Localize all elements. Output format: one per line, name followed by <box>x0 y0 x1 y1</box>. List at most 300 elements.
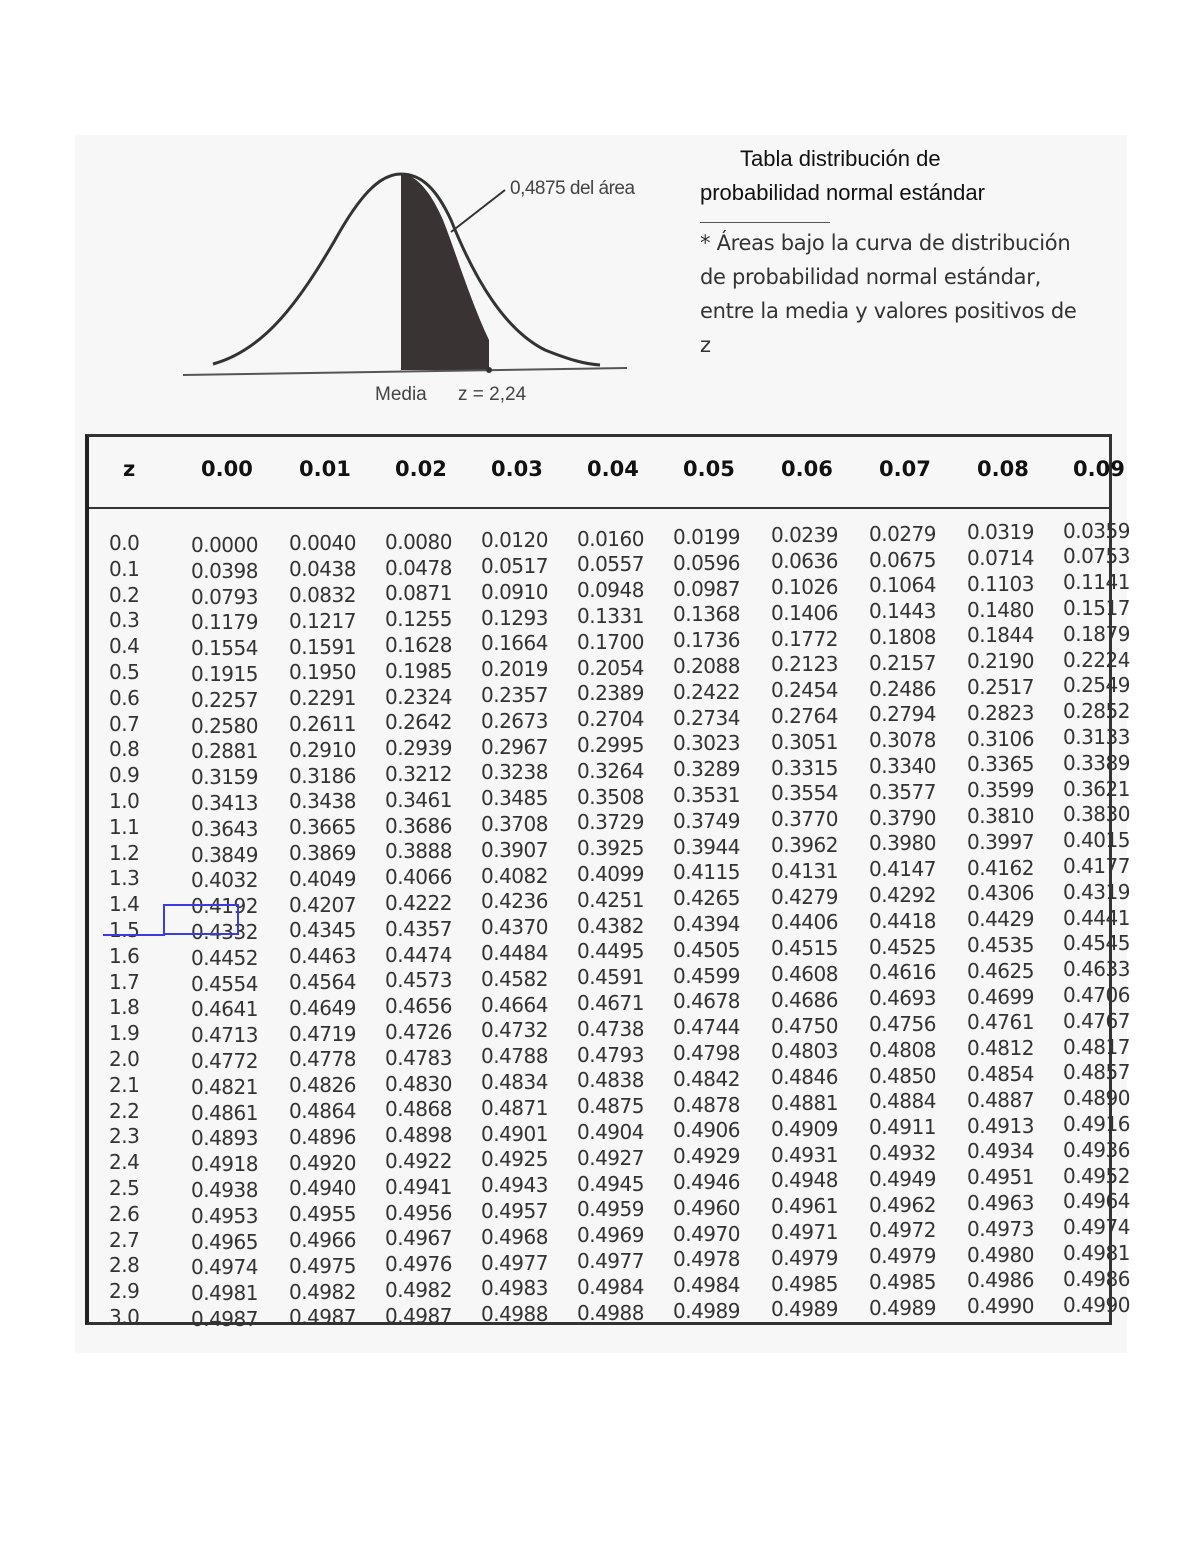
row-z-label: 0.4 <box>109 634 140 659</box>
table-cell: 0.4251 <box>577 887 644 912</box>
table-cell: 0.4968 <box>481 1224 548 1249</box>
row-z-label: 1.5 <box>109 918 140 942</box>
table-cell: 0.3997 <box>967 829 1034 854</box>
table-cell: 0.1406 <box>771 600 838 625</box>
table-cell: 0.2823 <box>967 700 1034 725</box>
table-cell: 0.0199 <box>673 525 740 549</box>
table-cell: 0.1700 <box>577 629 644 654</box>
row-z-label: 2.3 <box>109 1124 140 1149</box>
table-cell: 0.4177 <box>1063 854 1130 878</box>
row-z-label: 0.9 <box>109 763 140 788</box>
table-cell: 0.4834 <box>481 1070 548 1094</box>
table-cell: 0.3729 <box>577 810 644 835</box>
table-cell: 0.2642 <box>385 710 452 735</box>
table-cell: 0.4162 <box>967 855 1034 880</box>
table-cell: 0.4984 <box>577 1274 644 1299</box>
table-cell: 0.2054 <box>577 655 644 680</box>
table-cell: 0.4887 <box>967 1087 1034 1112</box>
table-cell: 0.4812 <box>967 1036 1034 1061</box>
table-cell: 0.4980 <box>967 1242 1034 1267</box>
table-cell: 0.4929 <box>673 1144 740 1169</box>
table-cell: 0.2549 <box>1063 673 1130 698</box>
table-cell: 0.2673 <box>481 708 548 733</box>
table-cell: 0.0239 <box>771 523 838 548</box>
table-cell: 0.1736 <box>673 628 740 653</box>
table-cell: 0.4987 <box>191 1307 258 1331</box>
table-cell: 0.4990 <box>967 1294 1034 1319</box>
table-cell: 0.4911 <box>869 1115 936 1140</box>
table-cell: 0.4963 <box>967 1191 1034 1215</box>
row-z-label: 1.6 <box>109 943 140 968</box>
table-cell: 0.3186 <box>289 763 356 788</box>
table-cell: 0.3749 <box>673 808 740 833</box>
table-cell: 0.3849 <box>191 842 258 867</box>
table-cell: 0.4699 <box>967 984 1034 1009</box>
table-cell: 0.3554 <box>771 781 838 806</box>
table-cell: 0.4881 <box>771 1091 838 1115</box>
table-cell: 0.4147 <box>869 857 936 882</box>
header-col-0.04: 0.04 <box>587 457 639 481</box>
table-cell: 0.4868 <box>385 1097 452 1122</box>
table-cell: 0.2019 <box>481 657 548 682</box>
table-cell: 0.4649 <box>289 995 356 1020</box>
table-cell: 0.4955 <box>289 1202 356 1227</box>
table-cell: 0.2422 <box>673 679 740 704</box>
table-cell: 0.4846 <box>771 1065 838 1090</box>
table-cell: 0.3212 <box>385 762 452 786</box>
table-cell: 0.1217 <box>289 608 356 633</box>
table-cell: 0.4878 <box>673 1092 740 1117</box>
table-cell: 0.4938 <box>191 1178 258 1202</box>
table-cell: 0.2357 <box>481 683 548 707</box>
table-cell: 0.4940 <box>289 1176 356 1201</box>
table-cell: 0.1293 <box>481 605 548 630</box>
row-z-label: 1.2 <box>109 840 140 865</box>
table-cell: 0.3106 <box>967 726 1034 751</box>
table-description: * Áreas bajo la curva de distribución de probabilidad normal estándar, entre la media y valores positivos de z <box>700 231 1077 357</box>
table-cell: 0.4406 <box>771 910 838 935</box>
row-z-label: 2.5 <box>109 1176 140 1200</box>
table-cell: 0.4664 <box>481 992 548 1017</box>
table-cell: 0.4931 <box>771 1142 838 1167</box>
table-cell: 0.3925 <box>577 836 644 861</box>
table-cell: 0.3665 <box>289 815 356 840</box>
table-cell: 0.4332 <box>191 920 258 944</box>
header-col-0.02: 0.02 <box>395 457 447 481</box>
table-cell: 0.4909 <box>771 1116 838 1141</box>
table-cell: 0.4978 <box>673 1247 740 1272</box>
table-cell: 0.2454 <box>771 678 838 703</box>
row-z-label: 1.3 <box>109 866 140 891</box>
table-cell: 0.1628 <box>385 633 452 657</box>
table-cell: 0.4656 <box>385 994 452 1019</box>
table-header-row <box>89 437 1125 509</box>
table-cell: 0.4382 <box>577 913 644 938</box>
table-cell: 0.4599 <box>673 963 740 988</box>
title-line-2: probabilidad normal estándar <box>700 180 985 205</box>
table-cell: 0.4616 <box>869 960 936 985</box>
table-cell: 0.4983 <box>481 1276 548 1301</box>
table-cell: 0.0753 <box>1063 544 1130 569</box>
header-col-0.05: 0.05 <box>683 457 735 481</box>
header-col-0.09: 0.09 <box>1073 457 1125 481</box>
table-cell: 0.0987 <box>673 576 740 601</box>
table-cell: 0.0359 <box>1063 518 1130 543</box>
table-cell: 0.4871 <box>481 1095 548 1120</box>
table-cell: 0.1985 <box>385 658 452 683</box>
table-cell: 0.4970 <box>673 1221 740 1246</box>
table-cell: 0.1026 <box>771 575 838 599</box>
table-cell: 0.4452 <box>191 945 258 970</box>
table-cell: 0.4985 <box>771 1271 838 1296</box>
table-cell: 0.4515 <box>771 936 838 961</box>
table-cell: 0.3708 <box>481 812 548 836</box>
table-cell: 0.4975 <box>289 1253 356 1278</box>
table-cell: 0.0871 <box>385 581 452 606</box>
header-col-0.06: 0.06 <box>781 457 833 481</box>
table-cell: 0.0714 <box>967 546 1034 570</box>
table-cell: 0.0910 <box>481 579 548 604</box>
table-cell: 0.2852 <box>1063 699 1130 724</box>
table-cell: 0.4936 <box>1063 1137 1130 1162</box>
table-cell: 0.4830 <box>385 1071 452 1096</box>
table-cell: 0.4474 <box>385 942 452 967</box>
table-cell: 0.0080 <box>385 529 452 554</box>
table-cell: 0.4949 <box>869 1166 936 1191</box>
table-cell: 0.4934 <box>967 1139 1034 1164</box>
row-z-label: 0.5 <box>109 660 140 684</box>
table-cell: 0.4850 <box>869 1063 936 1088</box>
table-cell: 0.4904 <box>577 1120 644 1144</box>
table-cell: 0.4744 <box>673 1015 740 1040</box>
row-z-label: 0.6 <box>109 685 140 710</box>
mean-label: Media <box>375 384 427 405</box>
table-cell: 0.2157 <box>869 650 936 675</box>
table-cell: 0.4966 <box>289 1228 356 1252</box>
table-cell: 0.4719 <box>289 1021 356 1046</box>
table-cell: 0.3643 <box>191 816 258 841</box>
table-cell: 0.4732 <box>481 1018 548 1043</box>
table-cell: 0.0040 <box>289 531 356 556</box>
table-cell: 0.4798 <box>673 1041 740 1065</box>
table-cell: 0.3944 <box>673 834 740 859</box>
table-cell: 0.4484 <box>481 941 548 965</box>
table-cell: 0.3599 <box>967 778 1034 803</box>
table-cell: 0.1591 <box>289 634 356 659</box>
row-z-label: 2.8 <box>109 1253 140 1278</box>
header-z: z <box>123 457 136 481</box>
table-cell: 0.3438 <box>289 789 356 814</box>
title-line-1: Tabla distribución de <box>740 146 941 171</box>
row-z-label: 1.7 <box>109 969 140 994</box>
table-cell: 0.2704 <box>577 707 644 732</box>
table-cell: 0.4985 <box>869 1270 936 1294</box>
table-cell: 0.4982 <box>385 1278 452 1302</box>
table-cell: 0.1141 <box>1063 570 1130 595</box>
table-cell: 0.4989 <box>869 1295 936 1320</box>
table-cell: 0.4738 <box>577 1016 644 1041</box>
table-cell: 0.4564 <box>289 970 356 994</box>
table-cell: 0.2611 <box>289 712 356 736</box>
table-cell: 0.3577 <box>869 779 936 804</box>
table-cell: 0.4783 <box>385 1045 452 1070</box>
table-cell: 0.2291 <box>289 686 356 711</box>
table-cell: 0.4686 <box>771 987 838 1012</box>
table-cell: 0.4857 <box>1063 1060 1130 1085</box>
table-cell: 0.4066 <box>385 865 452 890</box>
table-cell: 0.2764 <box>771 704 838 728</box>
table-cell: 0.4756 <box>869 1012 936 1036</box>
table-cell: 0.3315 <box>771 755 838 780</box>
z-table <box>85 434 1130 1331</box>
table-cell: 0.4761 <box>967 1010 1034 1035</box>
table-cell: 0.2995 <box>577 733 644 757</box>
table-cell: 0.0120 <box>481 528 548 553</box>
table-cell: 0.2517 <box>967 675 1034 699</box>
table-cell: 0.4960 <box>673 1195 740 1220</box>
table-cell: 0.2224 <box>1063 647 1130 672</box>
table-cell: 0.4015 <box>1063 828 1130 853</box>
table-cell: 0.3051 <box>771 729 838 754</box>
table-cell: 0.4974 <box>191 1255 258 1280</box>
table-cell: 0.4943 <box>481 1173 548 1198</box>
table-cell: 0.4951 <box>967 1165 1034 1190</box>
table-cell: 0.4394 <box>673 912 740 936</box>
table-cell: 0.4049 <box>289 866 356 891</box>
table-cell: 0.4838 <box>577 1068 644 1093</box>
table-cell: 0.3790 <box>869 805 936 830</box>
table-cell: 0.4582 <box>481 966 548 991</box>
table-cell: 0.4525 <box>869 934 936 959</box>
table-cell: 0.3830 <box>1063 802 1130 827</box>
table-cell: 0.4793 <box>577 1042 644 1067</box>
row-z-label: 0.1 <box>109 556 140 581</box>
table-cell: 0.4989 <box>673 1299 740 1323</box>
table-cell: 0.4693 <box>869 986 936 1011</box>
table-cell: 0.4772 <box>191 1049 258 1073</box>
table-cell: 0.3531 <box>673 783 740 807</box>
table-cell: 0.0675 <box>869 547 936 572</box>
table-cell: 0.4893 <box>191 1126 258 1151</box>
table-cell: 0.4986 <box>967 1268 1034 1293</box>
table-cell: 0.4977 <box>577 1249 644 1273</box>
table-cell: 0.4861 <box>191 1100 258 1125</box>
table-cell: 0.2190 <box>967 649 1034 674</box>
table-cell: 0.4545 <box>1063 931 1130 956</box>
table-cell: 0.4875 <box>577 1094 644 1119</box>
table-cell: 0.2794 <box>869 702 936 727</box>
table-cell: 0.2580 <box>191 713 258 738</box>
table-cell: 0.4920 <box>289 1150 356 1175</box>
table-cell: 0.2939 <box>385 736 452 761</box>
table-cell: 0.3365 <box>967 752 1034 777</box>
table-cell: 0.4817 <box>1063 1034 1130 1059</box>
table-cell: 0.1064 <box>869 573 936 598</box>
table-cell: 0.4984 <box>673 1273 740 1298</box>
table-cell: 0.4967 <box>385 1226 452 1251</box>
table-cell: 0.3810 <box>967 804 1034 828</box>
table-cell: 0.4099 <box>577 862 644 886</box>
table-cell: 0.4608 <box>771 962 838 986</box>
table-cell: 0.4948 <box>771 1168 838 1193</box>
table-cell: 0.4987 <box>289 1305 356 1330</box>
table-cell: 0.4890 <box>1063 1086 1130 1111</box>
table-cell: 0.0398 <box>191 558 258 583</box>
table-cell: 0.4854 <box>967 1062 1034 1086</box>
table-cell: 0.1179 <box>191 610 258 635</box>
table-cell: 0.4192 <box>191 894 258 919</box>
table-cell: 0.2910 <box>289 737 356 762</box>
table-cell: 0.1255 <box>385 607 452 632</box>
table-cell: 0.0000 <box>191 533 258 557</box>
table-cell: 0.4207 <box>289 892 356 917</box>
row-z-label: 1.1 <box>109 814 140 839</box>
table-cell: 0.4082 <box>481 863 548 888</box>
table-cell: 0.4357 <box>385 916 452 941</box>
table-cell: 0.4932 <box>869 1141 936 1165</box>
table-cell: 0.0160 <box>577 526 644 551</box>
table-cell: 0.3023 <box>673 731 740 756</box>
table-cell: 0.1368 <box>673 602 740 627</box>
highlighted-cell-box <box>163 904 239 935</box>
table-cell: 0.4952 <box>1063 1163 1130 1188</box>
row-z-label: 0.7 <box>109 711 140 736</box>
table-cell: 0.3686 <box>385 813 452 838</box>
table-cell: 0.4927 <box>577 1145 644 1170</box>
table-cell: 0.3888 <box>385 839 452 864</box>
table-cell: 0.3907 <box>481 837 548 862</box>
table-cell: 0.4463 <box>289 944 356 969</box>
table-cell: 0.0596 <box>673 550 740 575</box>
table-cell: 0.3389 <box>1063 750 1130 775</box>
table-cell: 0.4906 <box>673 1118 740 1143</box>
table-cell: 0.4972 <box>869 1218 936 1243</box>
table-cell: 0.4946 <box>673 1170 740 1194</box>
table-cell: 0.0478 <box>385 555 452 580</box>
row-z-label: 2.4 <box>109 1150 140 1175</box>
table-cell: 0.4842 <box>673 1066 740 1091</box>
table-cell: 0.0557 <box>577 552 644 577</box>
table-cell: 0.3340 <box>869 754 936 778</box>
table-cell: 0.4979 <box>869 1244 936 1269</box>
table-cell: 0.3508 <box>577 784 644 809</box>
row-z-label: 2.6 <box>109 1201 140 1226</box>
normal-curve-figure <box>175 160 645 410</box>
table-cell: 0.4292 <box>869 883 936 907</box>
table-cell: 0.0636 <box>771 549 838 574</box>
table-cell: 0.0279 <box>869 521 936 546</box>
row-z-label: 1.9 <box>109 1021 140 1046</box>
table-cell: 0.4969 <box>577 1223 644 1248</box>
row-z-label: 1.0 <box>109 789 140 813</box>
table-cell: 0.4495 <box>577 939 644 964</box>
table-cell: 0.2734 <box>673 705 740 730</box>
table-cell: 0.3264 <box>577 758 644 783</box>
table-cell: 0.4945 <box>577 1171 644 1196</box>
table-cell: 0.4976 <box>385 1252 452 1277</box>
table-cell: 0.4678 <box>673 989 740 1014</box>
z-value-label: z = 2,24 <box>458 384 527 405</box>
table-cell: 0.2088 <box>673 654 740 678</box>
table-cell: 0.4987 <box>385 1303 452 1328</box>
table-cell: 0.1772 <box>771 626 838 651</box>
table-cell: 0.2881 <box>191 739 258 764</box>
table-cell: 0.4591 <box>577 965 644 990</box>
table-cell: 0.4864 <box>289 1099 356 1123</box>
table-cell: 0.4981 <box>191 1281 258 1306</box>
table-cell: 0.4990 <box>1063 1292 1130 1317</box>
table-cell: 0.4913 <box>967 1113 1034 1138</box>
table-cell: 0.3133 <box>1063 725 1130 749</box>
area-callout: 0,4875 del área <box>510 178 635 199</box>
row-z-label: 1.4 <box>109 892 140 917</box>
table-cell: 0.4441 <box>1063 905 1130 930</box>
table-cell: 0.0517 <box>481 554 548 578</box>
table-cell: 0.4986 <box>1063 1266 1130 1291</box>
table-cell: 0.3461 <box>385 787 452 812</box>
table-cell: 0.4821 <box>191 1074 258 1099</box>
table-cell: 0.4988 <box>577 1300 644 1325</box>
table-cell: 0.2389 <box>577 681 644 706</box>
table-cell: 0.1844 <box>967 623 1034 648</box>
table-cell: 0.1517 <box>1063 596 1130 620</box>
table-cell: 0.4803 <box>771 1039 838 1064</box>
table-cell: 0.1480 <box>967 597 1034 622</box>
row-z-label: 2.0 <box>109 1047 140 1071</box>
header-col-0.07: 0.07 <box>879 457 931 481</box>
table-cell: 0.0793 <box>191 584 258 609</box>
row-z-label: 1.8 <box>109 995 140 1020</box>
table-cell: 0.1554 <box>191 636 258 661</box>
table-cell: 0.4345 <box>289 918 356 943</box>
row-z-label: 2.7 <box>109 1227 140 1252</box>
table-cell: 0.4265 <box>673 886 740 911</box>
row-z-label: 0.8 <box>109 737 140 762</box>
table-cell: 0.4982 <box>289 1279 356 1304</box>
table-cell: 0.4726 <box>385 1020 452 1044</box>
header-col-0.01: 0.01 <box>299 457 351 481</box>
table-cell: 0.4032 <box>191 868 258 893</box>
table-cell: 0.3078 <box>869 728 936 753</box>
table-cell: 0.4573 <box>385 968 452 993</box>
table-cell: 0.4988 <box>481 1302 548 1327</box>
table-cell: 0.4918 <box>191 1152 258 1177</box>
table-cell: 0.4279 <box>771 884 838 909</box>
table-cell: 0.4959 <box>577 1197 644 1222</box>
table-cell: 0.0319 <box>967 520 1034 545</box>
table-cell: 0.3621 <box>1063 776 1130 801</box>
z-point <box>486 367 492 373</box>
table-cell: 0.4671 <box>577 991 644 1015</box>
callout-pointer <box>451 190 505 232</box>
table-cell: 0.3962 <box>771 833 838 857</box>
row-z-label: 2.1 <box>109 1072 140 1097</box>
table-cell: 0.4706 <box>1063 983 1130 1007</box>
table-cell: 0.0832 <box>289 583 356 607</box>
header-col-0.00: 0.00 <box>201 457 253 481</box>
table-cell: 0.3413 <box>191 791 258 815</box>
table-cell: 0.4971 <box>771 1220 838 1244</box>
highlight-underline <box>103 934 165 936</box>
table-cell: 0.1950 <box>289 660 356 685</box>
table-cell: 0.4896 <box>289 1124 356 1149</box>
table-cell: 0.4418 <box>869 908 936 933</box>
table-cell: 0.4925 <box>481 1147 548 1172</box>
table-cell: 0.4974 <box>1063 1215 1130 1240</box>
table-cell: 0.4979 <box>771 1245 838 1270</box>
row-z-label: 2.9 <box>109 1279 140 1304</box>
table-cell: 0.3238 <box>481 760 548 785</box>
